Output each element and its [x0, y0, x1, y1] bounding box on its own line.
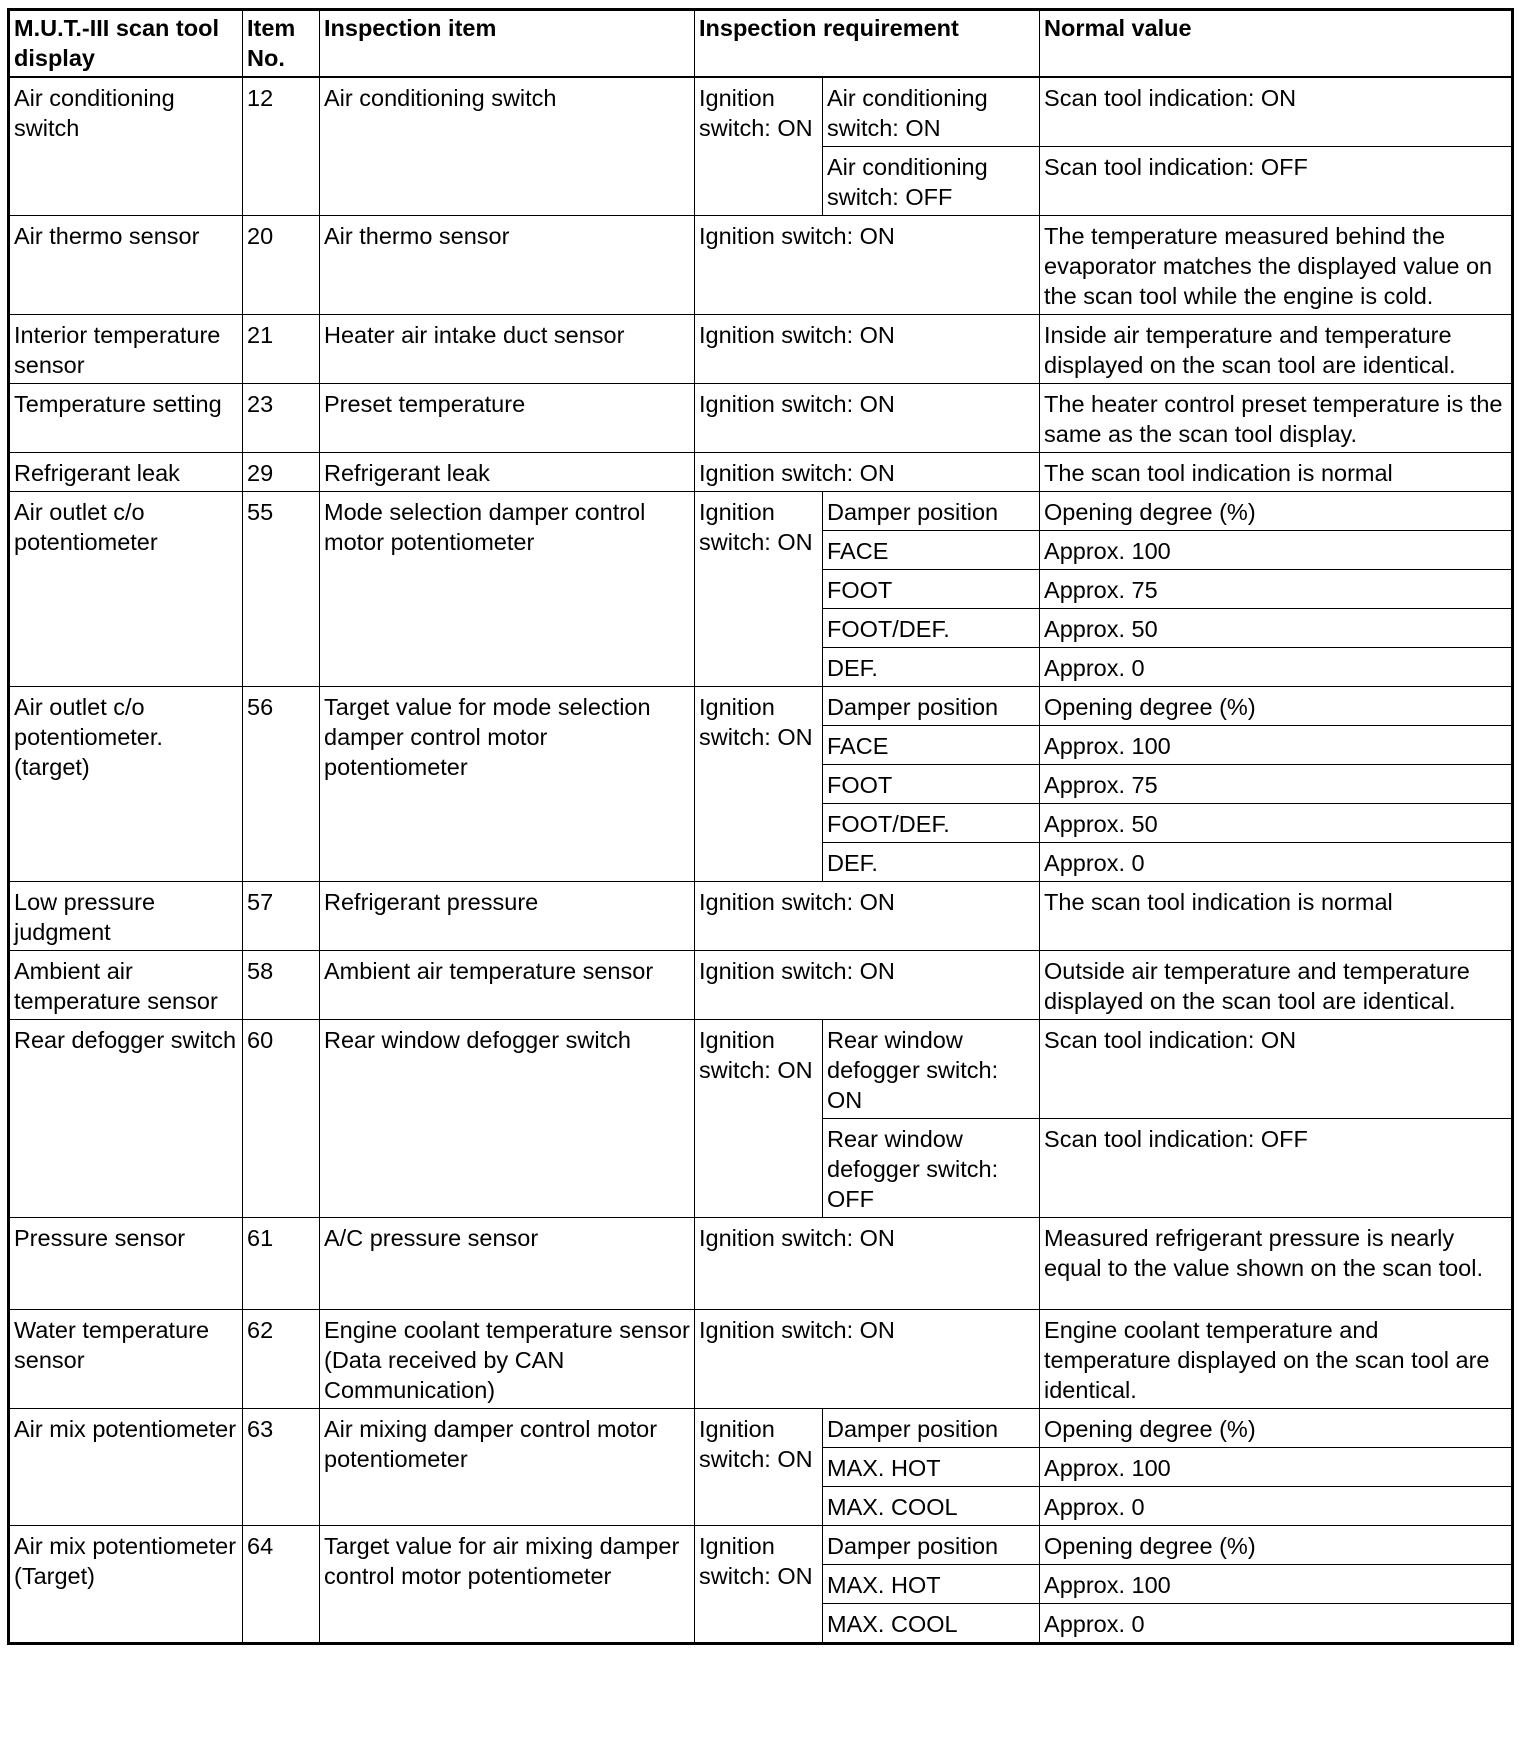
normal-value-cell: Engine coolant temperature and temperature displayed on the scan tool are identical.: [1040, 1310, 1513, 1409]
requirement-detail-cell: MAX. COOL: [823, 1487, 1040, 1526]
requirement-detail-cell: FOOT/DEF.: [823, 804, 1040, 843]
requirement-detail-cell: FOOT: [823, 570, 1040, 609]
scan-tool-display-cell: Rear defogger switch: [9, 1020, 243, 1218]
normal-value-cell: Scan tool indication: OFF: [1040, 147, 1513, 216]
inspection-item-cell: Air conditioning switch: [320, 77, 695, 216]
normal-value-cell: Inside air temperature and temperature displayed on the scan tool are identical.: [1040, 315, 1513, 384]
scan-tool-display-cell: Low pressure judgment: [9, 882, 243, 951]
normal-value-cell: Approx. 0: [1040, 1487, 1513, 1526]
normal-value-cell: The scan tool indication is normal: [1040, 882, 1513, 951]
inspection-item-cell: Rear window defogger switch: [320, 1020, 695, 1218]
normal-value-cell: Opening degree (%): [1040, 1409, 1513, 1448]
item-no-cell: 21: [243, 315, 320, 384]
header-item-no: Item No.: [243, 10, 320, 78]
inspection-item-cell: Air thermo sensor: [320, 216, 695, 315]
condition-cell: Ignition switch: ON: [695, 1020, 823, 1218]
normal-value-cell: Approx. 0: [1040, 648, 1513, 687]
normal-value-cell: Scan tool indication: ON: [1040, 1020, 1513, 1119]
requirement-detail-cell: DEF.: [823, 648, 1040, 687]
item-no-cell: 12: [243, 77, 320, 216]
requirement-detail-cell: FOOT/DEF.: [823, 609, 1040, 648]
inspection-item-cell: Preset temperature: [320, 384, 695, 453]
normal-value-cell: Opening degree (%): [1040, 492, 1513, 531]
table-row: [9, 1526, 1513, 1565]
normal-value-cell: Opening degree (%): [1040, 687, 1513, 726]
normal-value-cell: Approx. 50: [1040, 804, 1513, 843]
table-row: [9, 492, 1513, 531]
scan-tool-display-cell: Water temperature sensor: [9, 1310, 243, 1409]
normal-value-cell: Approx. 0: [1040, 1604, 1513, 1644]
condition-cell: Ignition switch: ON: [695, 77, 823, 216]
scan-tool-display-cell: Air outlet c/o potentiometer: [9, 492, 243, 687]
requirement-cell: Ignition switch: ON: [695, 1310, 1040, 1409]
inspection-table: [7, 8, 1514, 1645]
requirement-cell: Ignition switch: ON: [695, 1218, 1040, 1310]
item-no-cell: 60: [243, 1020, 320, 1218]
header-inspection-requirement: Inspection requirement: [695, 10, 1040, 78]
inspection-item-cell: Target value for air mixing damper control motor potentiometer: [320, 1526, 695, 1644]
item-no-cell: 20: [243, 216, 320, 315]
normal-value-cell: Approx. 100: [1040, 726, 1513, 765]
item-no-cell: 62: [243, 1310, 320, 1409]
scan-tool-display-cell: Air mix potentiometer: [9, 1409, 243, 1526]
inspection-table-sheet: [7, 8, 1514, 1645]
requirement-detail-cell: Damper position: [823, 492, 1040, 531]
requirement-cell: Ignition switch: ON: [695, 315, 1040, 384]
table-row: [9, 1020, 1513, 1119]
inspection-item-cell: Refrigerant pressure: [320, 882, 695, 951]
requirement-detail-cell: MAX. HOT: [823, 1448, 1040, 1487]
scan-tool-display-cell: Air conditioning switch: [9, 77, 243, 216]
header-row: [9, 10, 1513, 78]
requirement-detail-cell: Air conditioning switch: ON: [823, 77, 1040, 147]
requirement-cell: Ignition switch: ON: [695, 216, 1040, 315]
requirement-detail-cell: FACE: [823, 531, 1040, 570]
requirement-detail-cell: Rear window defogger switch: OFF: [823, 1119, 1040, 1218]
item-no-cell: 55: [243, 492, 320, 687]
inspection-item-cell: Heater air intake duct sensor: [320, 315, 695, 384]
normal-value-cell: Approx. 75: [1040, 570, 1513, 609]
normal-value-cell: Approx. 75: [1040, 765, 1513, 804]
normal-value-cell: Outside air temperature and temperature displayed on the scan tool are identical.: [1040, 951, 1513, 1020]
normal-value-cell: Approx. 100: [1040, 1448, 1513, 1487]
requirement-cell: Ignition switch: ON: [695, 951, 1040, 1020]
requirement-detail-cell: DEF.: [823, 843, 1040, 882]
table-row: [9, 384, 1513, 453]
table-row: [9, 687, 1513, 726]
normal-value-cell: Opening degree (%): [1040, 1526, 1513, 1565]
table-body: [9, 77, 1513, 1644]
table-row: [9, 77, 1513, 147]
inspection-item-cell: Mode selection damper control motor potentiometer: [320, 492, 695, 687]
table-row: [9, 951, 1513, 1020]
requirement-detail-cell: Damper position: [823, 687, 1040, 726]
scan-tool-display-cell: Air thermo sensor: [9, 216, 243, 315]
table-row: [9, 1409, 1513, 1448]
requirement-detail-cell: FACE: [823, 726, 1040, 765]
requirement-detail-cell: MAX. HOT: [823, 1565, 1040, 1604]
table-row: [9, 882, 1513, 951]
header-normal-value: Normal value: [1040, 10, 1513, 78]
scan-tool-display-cell: Interior temperature sensor: [9, 315, 243, 384]
normal-value-cell: Approx. 100: [1040, 1565, 1513, 1604]
item-no-cell: 29: [243, 453, 320, 492]
normal-value-cell: The temperature measured behind the evaporator matches the displayed value on the scan tool while the engine is cold.: [1040, 216, 1513, 315]
requirement-detail-cell: Rear window defogger switch: ON: [823, 1020, 1040, 1119]
condition-cell: Ignition switch: ON: [695, 687, 823, 882]
inspection-item-cell: Ambient air temperature sensor: [320, 951, 695, 1020]
requirement-cell: Ignition switch: ON: [695, 882, 1040, 951]
requirement-detail-cell: Damper position: [823, 1526, 1040, 1565]
scan-tool-display-cell: Air mix potentiometer (Target): [9, 1526, 243, 1644]
item-no-cell: 58: [243, 951, 320, 1020]
normal-value-cell: The heater control preset temperature is the same as the scan tool display.: [1040, 384, 1513, 453]
header-inspection-item: Inspection item: [320, 10, 695, 78]
inspection-item-cell: A/C pressure sensor: [320, 1218, 695, 1310]
requirement-detail-cell: MAX. COOL: [823, 1604, 1040, 1644]
item-no-cell: 64: [243, 1526, 320, 1644]
normal-value-cell: Scan tool indication: ON: [1040, 77, 1513, 147]
inspection-item-cell: Target value for mode selection damper control motor potentiometer: [320, 687, 695, 882]
inspection-item-cell: Engine coolant temperature sensor (Data received by CAN Communication): [320, 1310, 695, 1409]
condition-cell: Ignition switch: ON: [695, 1526, 823, 1644]
item-no-cell: 61: [243, 1218, 320, 1310]
normal-value-cell: Approx. 100: [1040, 531, 1513, 570]
scan-tool-display-cell: Temperature setting: [9, 384, 243, 453]
normal-value-cell: Measured refrigerant pressure is nearly equal to the value shown on the scan tool.: [1040, 1218, 1513, 1310]
requirement-detail-cell: Air conditioning switch: OFF: [823, 147, 1040, 216]
table-row: [9, 453, 1513, 492]
table-row: [9, 1218, 1513, 1310]
normal-value-cell: The scan tool indication is normal: [1040, 453, 1513, 492]
item-no-cell: 57: [243, 882, 320, 951]
item-no-cell: 23: [243, 384, 320, 453]
scan-tool-display-cell: Pressure sensor: [9, 1218, 243, 1310]
condition-cell: Ignition switch: ON: [695, 492, 823, 687]
requirement-detail-cell: Damper position: [823, 1409, 1040, 1448]
requirement-detail-cell: FOOT: [823, 765, 1040, 804]
header-scan-tool-display: M.U.T.-III scan tool display: [9, 10, 243, 78]
inspection-item-cell: Refrigerant leak: [320, 453, 695, 492]
requirement-cell: Ignition switch: ON: [695, 453, 1040, 492]
table-row: [9, 315, 1513, 384]
scan-tool-display-cell: Refrigerant leak: [9, 453, 243, 492]
table-row: [9, 216, 1513, 315]
normal-value-cell: Approx. 0: [1040, 843, 1513, 882]
condition-cell: Ignition switch: ON: [695, 1409, 823, 1526]
normal-value-cell: Scan tool indication: OFF: [1040, 1119, 1513, 1218]
item-no-cell: 56: [243, 687, 320, 882]
inspection-item-cell: Air mixing damper control motor potentiometer: [320, 1409, 695, 1526]
normal-value-cell: Approx. 50: [1040, 609, 1513, 648]
item-no-cell: 63: [243, 1409, 320, 1526]
scan-tool-display-cell: Air outlet c/o potentiometer. (target): [9, 687, 243, 882]
requirement-cell: Ignition switch: ON: [695, 384, 1040, 453]
scan-tool-display-cell: Ambient air temperature sensor: [9, 951, 243, 1020]
table-row: [9, 1310, 1513, 1409]
